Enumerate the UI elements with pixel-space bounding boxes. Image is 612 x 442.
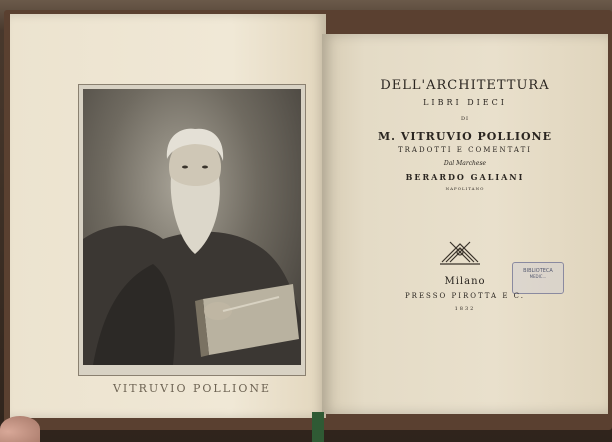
portrait-caption: VITRUVIO POLLIONE [112,382,272,395]
editor-note: NAPOLITANO [445,186,485,191]
publisher: PRESSO PIROTTA E C. [404,292,526,300]
title-page [322,34,608,414]
publication-year: 1832 [454,306,476,312]
portrait-engraving [83,89,301,365]
by-line: DI [461,116,469,122]
publication-city: Milano [444,276,486,287]
editor-name: BERARDO GALIANI [405,172,525,182]
author-name: M. VITRUVIO POLLIONE [377,130,553,143]
bookmark-ribbon [312,412,324,442]
marquis-line: Dal Marchese [443,160,487,167]
translated-line: TRADOTTI E COMENTATI [397,146,533,154]
holding-thumb [0,416,40,442]
printer-ornament-icon [438,238,482,266]
portrait-illustration [83,89,301,365]
frontispiece-page [10,14,326,418]
stamp-line-1: BIBLIOTECA [523,268,553,274]
book-title: DELL'ARCHITETTURA [380,78,550,93]
portrait-plate-frame [78,84,306,376]
book-subtitle: LIBRI DIECI [423,98,507,107]
stamp-line-2: MEDIC... [529,274,547,279]
